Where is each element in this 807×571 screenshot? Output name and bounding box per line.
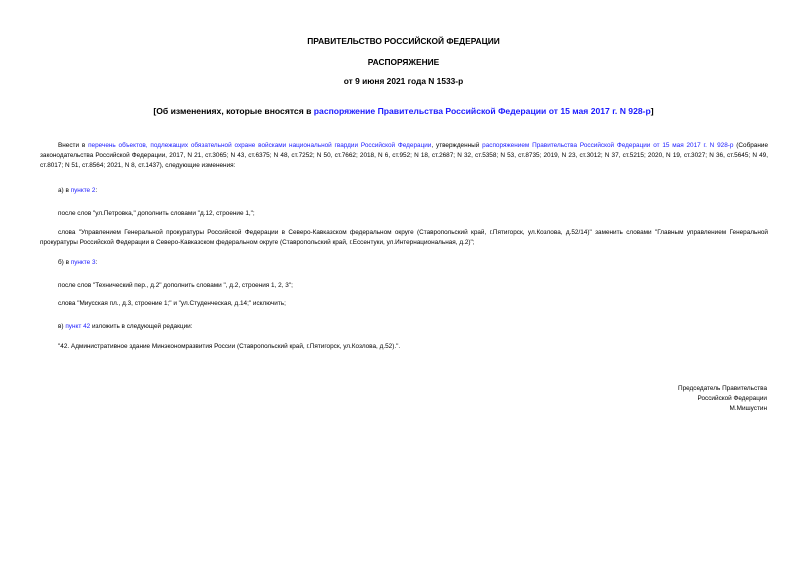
p1-text-c: (Собрание законодательства Российской Федерации, 2017, N 21, ст.3065; N 43, ст.6375; N 48, ст.7252; N 50, ст.7662; 2018, N 6, ст.952; N 18, ст.2687; N 32, ст.5358; N 53, ст.8735; 2019, N 23, ст.3012; N 37, ст.5215; 2020, N 19, ст.3027; N 36, ст.5645; N 49, ст.8017; N 51, ст.8564; 2021, N 8, ст.1437), следующие изменения: [40,142,769,169]
link-point-42[interactable]: пункт 42 [65,323,91,330]
paragraph-point-42-text: "42. Административное здание Минэкономразвития России (Ставропольский край, г.Пятигорск, ул.Козлова, д.52).". [58,343,401,350]
signature-position-line2: Российской Федерации [697,395,767,402]
link-point-3[interactable]: пункте 3 [70,259,96,266]
paragraph-item-b [40,258,768,268]
paragraph-item-a [40,186,768,196]
document-title [0,106,807,116]
paragraph-main [40,141,768,171]
paragraph-technical-lane: после слов "Технический пер., д.2" дополнить словами ", д.2, строения 1, 2, 3"; [58,282,293,289]
signature-block [567,384,767,414]
p1-text-a: Внести в [58,142,89,149]
link-point-2[interactable]: пункте 2 [70,187,96,194]
title-link-order-928[interactable]: распоряжение Правительства Российской Федерации от 15 мая 2017 г. N 928-р [313,106,651,116]
p2-text-a: а) в [58,187,71,194]
signature-position-line1: Председатель Правительства [678,385,767,392]
p2-text-b: : [95,187,98,194]
title-suffix: ] [650,106,654,116]
p1-text-b: , утвержденный [431,142,483,149]
document-type-heading: РАСПОРЯЖЕНИЕ [367,57,440,67]
p8-text-b: изложить в следующей редакции: [90,323,193,330]
paragraph-item-c [40,322,768,332]
organization-heading: ПРАВИТЕЛЬСТВО РОССИЙСКОЙ ФЕДЕРАЦИИ [307,36,500,46]
link-objects-list[interactable]: перечень объектов, подлежащих обязательной охране войсками национальной гвардии Российской Федерации [88,142,432,149]
link-order-928[interactable]: распоряжением Правительства Российской Федерации от 15 мая 2017 г. N 928-р [482,142,734,149]
paragraph-petrovka: после слов "ул.Петровка," дополнить словами "д.12, строение 1,"; [58,210,255,217]
p5-text-b: : [95,259,98,266]
p8-text-a: в) [58,323,66,330]
date-number-heading: от 9 июня 2021 года N 1533-р [343,76,464,86]
paragraph-miusskaya: слова "Миусская пл., д.3, строение 1;" и "ул.Студенческая, д.14;" исключить; [58,300,286,307]
signature-name: М.Мишустин [729,405,767,412]
title-prefix: [Об изменениях, которые вносятся в [153,106,314,116]
paragraph-prosecutor: слова "Управлением Генеральной прокуратуры Российской Федерации в Северо-Кавказском федеральном округе (Ставропольский край, г.Пятигорск, ул.Козлова, д.52/14)" заменить словами "Главным управлением Генеральной прокуратуры Российской Федерации в Северо-Кавказском федеральном округе (Ставропольский край, г.Ессентуки, ул.Интернациональная, д.2)"; [40,229,768,246]
p5-text-a: б) в [58,259,71,266]
